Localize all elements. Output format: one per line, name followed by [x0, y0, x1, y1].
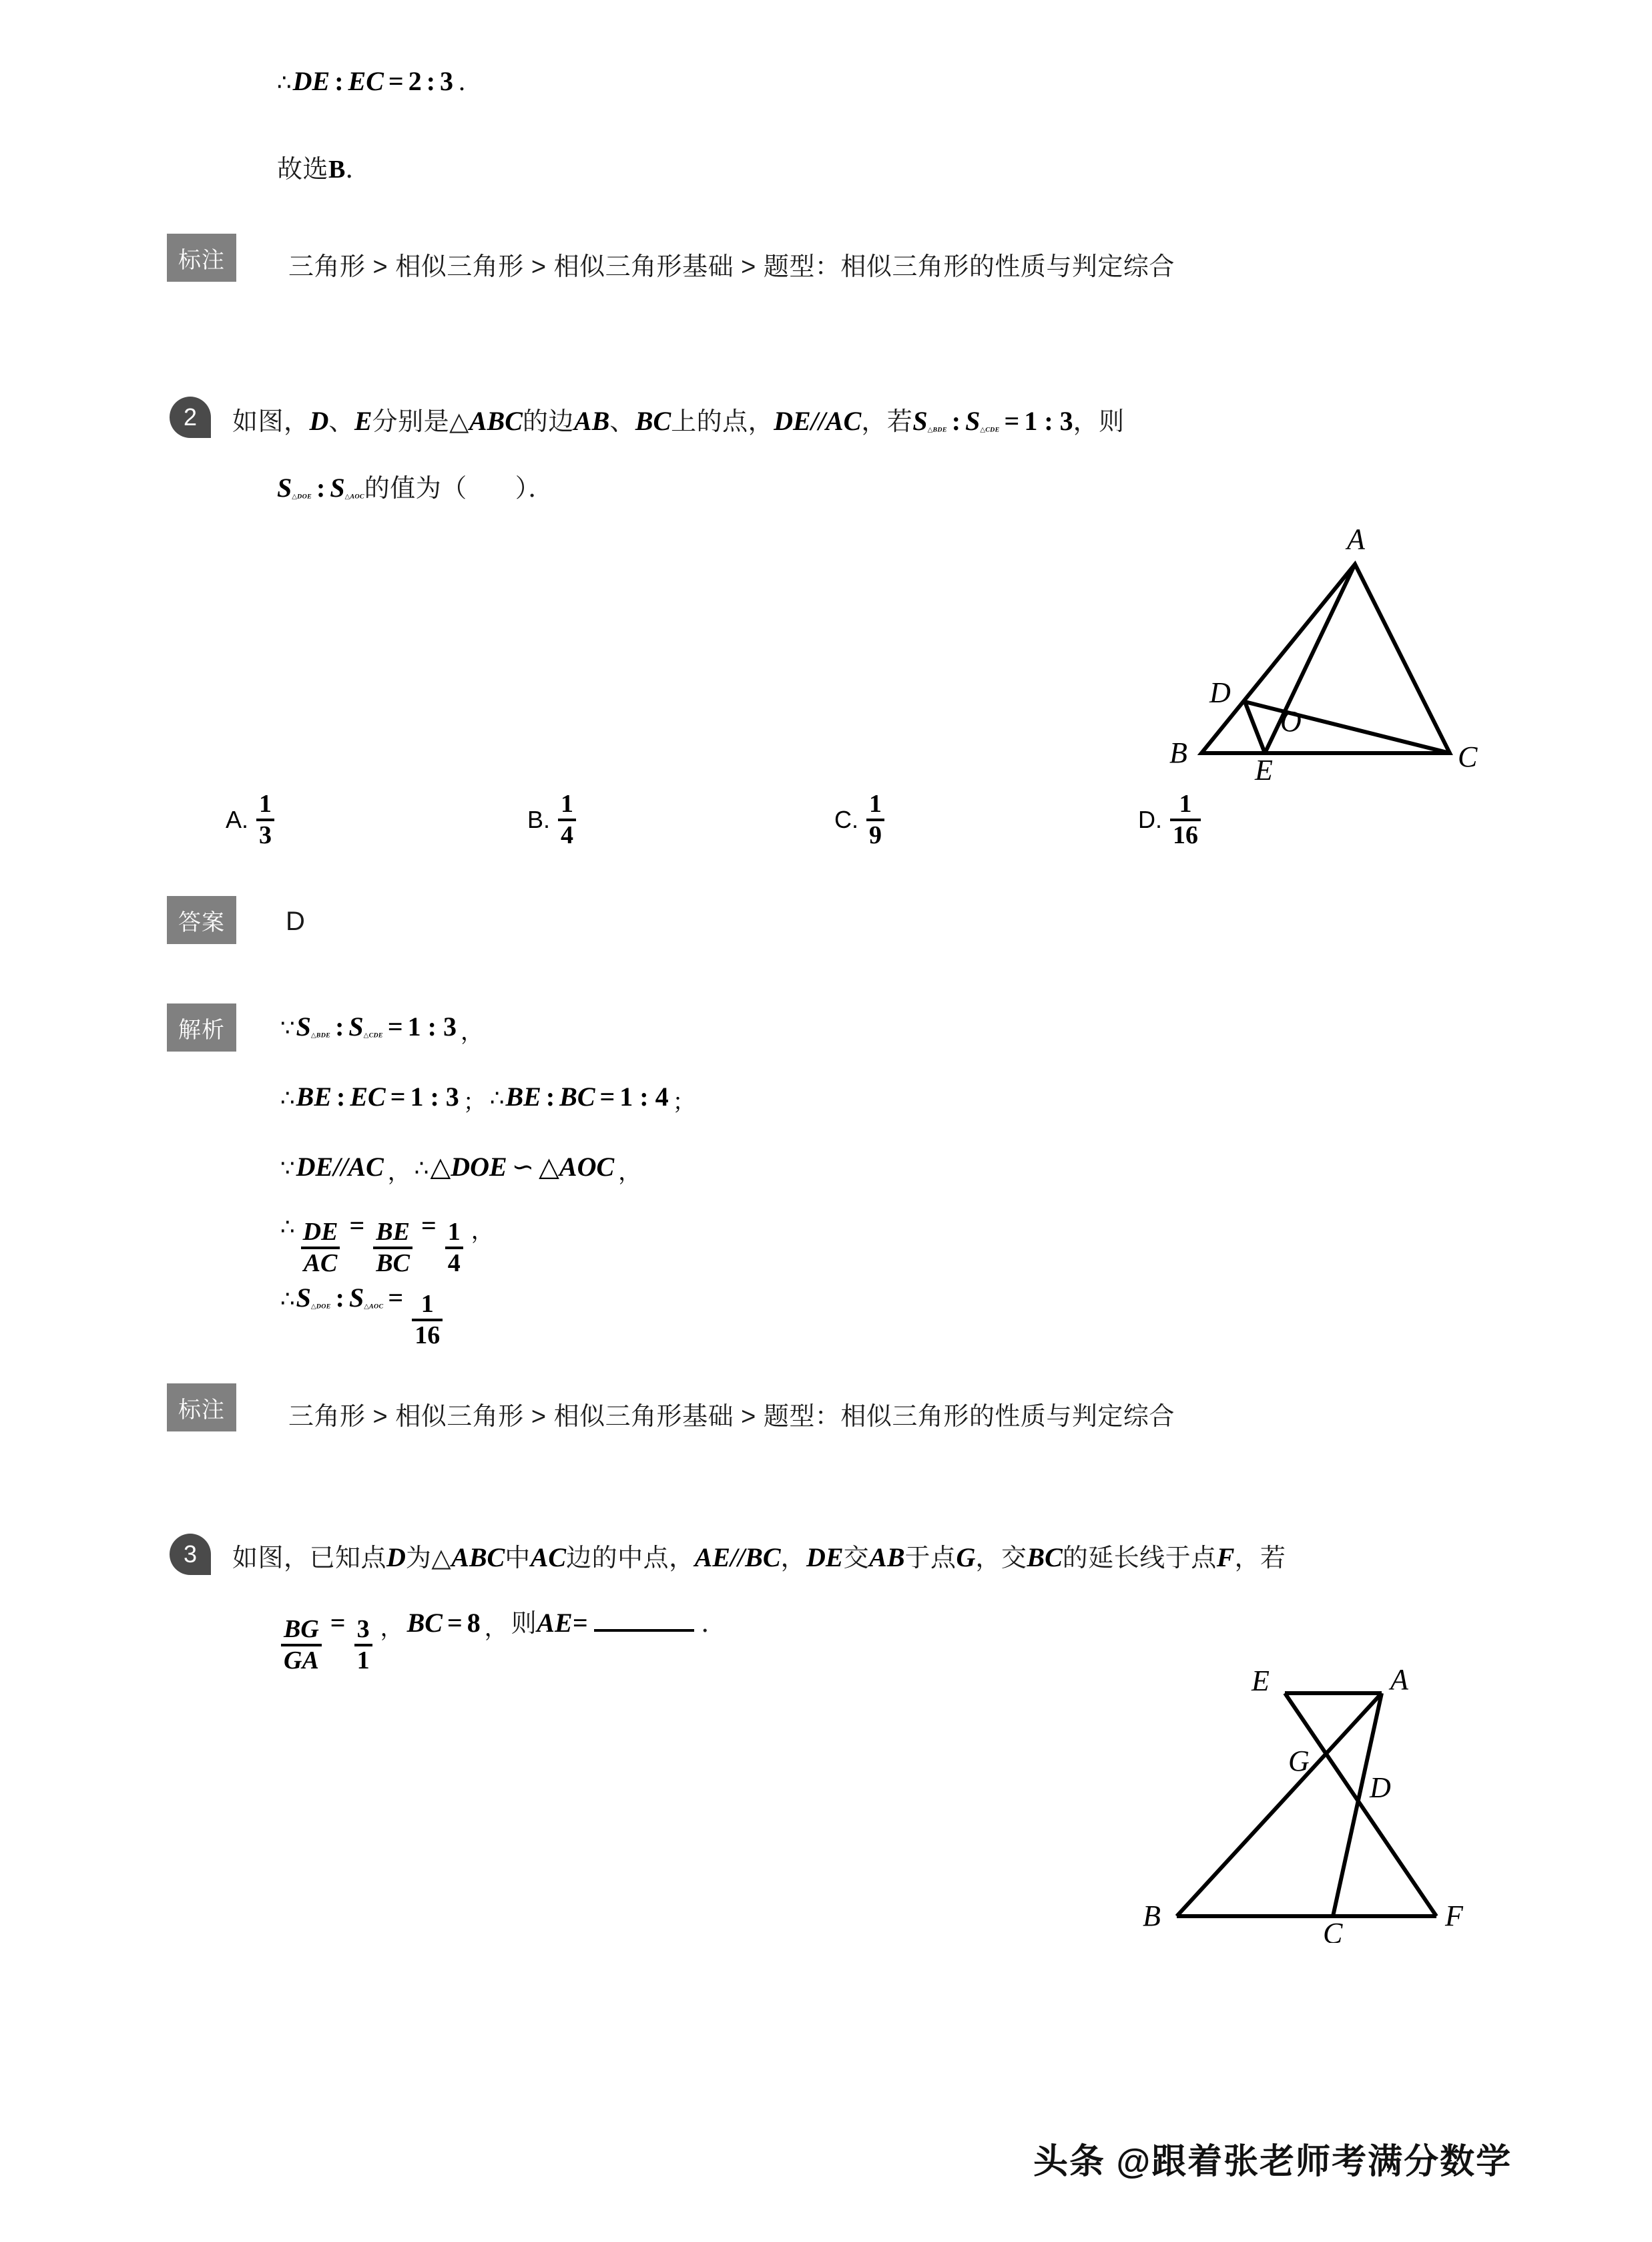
stem-text-8: ，则: [1073, 408, 1125, 436]
svg-text:A: A: [1347, 523, 1365, 555]
ratio-value-3: 3: [440, 66, 454, 96]
side-bc: BC: [635, 406, 671, 436]
equals: =: [1004, 406, 1020, 436]
stem-text-3: 分别是△: [372, 408, 469, 436]
option-b-denominator: 4: [558, 819, 576, 849]
prev-conclusion-line: [277, 65, 465, 97]
eq-2b: =: [599, 1082, 615, 1112]
therefore-symbol-2a: ∴: [280, 1085, 295, 1112]
analysis-s1-sub: △BDE: [310, 1032, 331, 1040]
svg-text:C: C: [1458, 740, 1478, 773]
frac-1b: 1: [354, 1644, 372, 1674]
area-s2: S: [965, 406, 981, 436]
option-d-numerator: 1: [1179, 790, 1192, 818]
similar-symbol: ∽: [511, 1152, 535, 1182]
question3-stem-line2: [277, 1602, 727, 1674]
question3-stem-line1: [232, 1537, 1286, 1574]
analysis-ratio-1: 1 : 3: [407, 1012, 457, 1042]
stem-text-1: 如图，: [232, 408, 310, 436]
q3-triangle-abc: ABC: [451, 1542, 505, 1572]
area-s4-sub: △AOC: [344, 493, 364, 501]
tag-path-1: 三角形 > 相似三角形 > 相似三角形基础 > 题型：相似三角形的性质与判定综合: [288, 253, 1175, 281]
q3-point-f: F: [1216, 1542, 1235, 1572]
comma-3b: ，: [618, 1160, 641, 1185]
q3-text-8: ，交: [975, 1544, 1027, 1572]
option-a-numerator: 1: [259, 790, 272, 818]
option-a-denominator: 3: [256, 819, 274, 849]
option-d[interactable]: [1138, 791, 1205, 849]
stem-text-4: 的边: [522, 408, 574, 436]
option-d-label: D.: [1138, 805, 1162, 833]
q3-text-9: 的延长线于点: [1062, 1544, 1217, 1572]
q3-text-2: 为△: [405, 1544, 452, 1572]
frac-de: DE: [302, 1218, 338, 1247]
option-a-label: A.: [226, 805, 249, 833]
q3-parallel-ae-bc: AE//BC: [694, 1542, 781, 1572]
frac5-num: 1: [421, 1290, 434, 1319]
svg-text:D: D: [1209, 676, 1231, 709]
q3-point-g: G: [956, 1542, 976, 1572]
fraction-one-fourth: [445, 1219, 463, 1277]
therefore-symbol-5: ∴: [280, 1286, 295, 1313]
analysis-s4-sub: △AOC: [364, 1303, 384, 1311]
q3-text-3: 中: [505, 1544, 531, 1572]
therefore-symbol-2b: ∴: [489, 1085, 505, 1112]
therefore-symbol: ∴: [277, 69, 292, 96]
fraction-bg-ga: [281, 1616, 322, 1674]
area-s1-sub: △BDE: [927, 426, 947, 434]
frac-4: 4: [445, 1247, 463, 1277]
side-ab: AB: [573, 406, 610, 436]
q3-line-bc: BC: [1027, 1542, 1063, 1572]
seg-ec-1: EC: [350, 1082, 386, 1112]
svg-text:B: B: [1143, 1899, 1161, 1932]
triangle-abc: ABC: [469, 406, 523, 436]
ratio-value-2: 2: [408, 66, 422, 96]
analysis-s2: S: [348, 1012, 364, 1042]
question3-figure: [1128, 1642, 1502, 1943]
equals-sign: =: [388, 66, 404, 96]
fraction-de-ac: [300, 1219, 341, 1277]
triangle-abcdefg-diagram-q3: [1128, 1642, 1502, 1943]
option-b-label: B.: [527, 805, 551, 833]
svg-text:C: C: [1323, 1917, 1343, 1943]
answer-chip: 答案: [167, 896, 236, 944]
q3-eq-1: =: [330, 1608, 346, 1638]
q3-then: 则: [511, 1610, 537, 1638]
ratio-2b: 1 : 4: [619, 1082, 669, 1112]
option-c-numerator: 1: [869, 790, 882, 818]
stem-text-5: 、: [609, 408, 635, 436]
footer-platform: 头条: [1033, 2143, 1106, 2181]
fraction-be-bc: [373, 1219, 412, 1277]
seg-be-2: BE: [505, 1082, 541, 1112]
q3-line-de: DE: [806, 1542, 844, 1572]
parallel-de-ac: DE//AC: [774, 406, 862, 436]
stem-value-text: 的值为（: [364, 475, 467, 503]
answer-blank[interactable]: [594, 1610, 694, 1632]
choose-label: 故选: [277, 156, 329, 184]
because-symbol-3: ∵: [280, 1155, 295, 1182]
question-number-badge-2: 2: [170, 397, 211, 438]
question2-figure: [1135, 514, 1482, 781]
q3-line-ab: AB: [869, 1542, 905, 1572]
svg-text:G: G: [1288, 1745, 1310, 1777]
option-c-label: C.: [834, 805, 858, 833]
colon-2a: :: [336, 1082, 346, 1112]
svg-text:D: D: [1370, 1771, 1391, 1804]
colon-2b: :: [545, 1082, 555, 1112]
question2-stem-line1: [232, 401, 1125, 437]
question3-number: 3: [183, 1540, 198, 1568]
option-d-denominator: 16: [1170, 819, 1201, 849]
analysis-colon-1: :: [335, 1012, 344, 1042]
analysis-colon-5: :: [335, 1283, 344, 1313]
ratio-2a: 1 : 3: [410, 1082, 459, 1112]
analysis-s2-sub: △CDE: [363, 1032, 383, 1040]
fraction-three-one: [354, 1616, 372, 1674]
fraction-one-sixteenth: [412, 1291, 443, 1349]
analysis-comma-1: ，: [460, 1020, 483, 1045]
period: .: [459, 66, 466, 96]
choice-letter: B: [328, 156, 346, 184]
option-c[interactable]: [834, 791, 888, 849]
stem-close-paren: ）．: [515, 475, 554, 503]
area-s1: S: [912, 406, 928, 436]
stem-text-7: ，若: [861, 408, 913, 436]
analysis-s4: S: [348, 1283, 364, 1313]
question2-stem-line2: [277, 467, 554, 504]
segment-de: DE: [292, 66, 330, 96]
q3-text-6: 交: [843, 1544, 870, 1572]
footer-handle: @跟着张老师考满分数学: [1116, 2143, 1512, 2181]
q3-comma-1: ，: [380, 1616, 403, 1641]
option-b-fraction: [558, 791, 576, 849]
frac-ac: AC: [301, 1247, 340, 1277]
area-s2-sub: △CDE: [980, 426, 1000, 434]
q3-text-7: 于点: [904, 1544, 956, 1572]
area-s4: S: [330, 473, 345, 503]
question-number-badge-3: [170, 1534, 211, 1575]
choice-period: ．: [345, 156, 371, 184]
frac-1: 1: [447, 1218, 461, 1247]
eq-4a: =: [349, 1210, 365, 1241]
svg-text:O: O: [1280, 705, 1302, 738]
q3-text-10: ，若: [1234, 1544, 1286, 1572]
eq-2a: =: [390, 1082, 406, 1112]
eq-4b: =: [421, 1210, 437, 1241]
option-b-numerator: 1: [561, 790, 574, 818]
analysis-eq-1: =: [387, 1012, 403, 1042]
ratio-colon-2: :: [316, 473, 326, 503]
tag-chip-2: 标注: [167, 1383, 236, 1431]
analysis-eq-5: =: [388, 1283, 404, 1313]
q3-bc-value: 8: [467, 1608, 481, 1638]
option-c-fraction: [866, 791, 884, 849]
analysis-s1: S: [296, 1012, 311, 1042]
q3-bc-value-label: BC: [406, 1608, 443, 1638]
analysis-line-4: [280, 1208, 498, 1277]
colon-2: :: [426, 66, 436, 96]
frac-bc: BC: [373, 1247, 412, 1277]
svg-text:F: F: [1445, 1899, 1463, 1932]
area-s3: S: [277, 473, 292, 503]
q3-period: ．: [701, 1610, 727, 1638]
q3-ae-label: AE=: [537, 1608, 588, 1638]
segment-ec: EC: [348, 66, 384, 96]
triangle-doe: △DOE: [430, 1152, 507, 1182]
parallel-de-ac-2: DE//AC: [296, 1152, 384, 1182]
analysis-line-3: [280, 1150, 645, 1185]
therefore-symbol-3: ∴: [414, 1155, 429, 1182]
ratio-colon: :: [951, 406, 961, 436]
q3-text-4: 边的中点，: [566, 1544, 695, 1572]
option-b[interactable]: [527, 791, 580, 849]
footer-watermark: [1033, 2133, 1512, 2183]
q3-text-1: 如图，已知点: [232, 1544, 387, 1572]
comma-4: ，: [471, 1218, 494, 1244]
prev-choice-line: [277, 148, 371, 185]
analysis-s3-sub: △DOE: [310, 1303, 331, 1311]
svg-text:E: E: [1252, 1664, 1270, 1697]
q3-comma-2: ，: [484, 1616, 507, 1641]
frac-3: 3: [356, 1615, 370, 1644]
frac5-den: 16: [412, 1319, 443, 1349]
frac-ga: GA: [281, 1644, 322, 1674]
point-d: D: [309, 406, 329, 436]
q3-text-5: ，: [780, 1544, 807, 1572]
seg-bc-1: BC: [559, 1082, 595, 1112]
option-d-fraction: [1170, 791, 1201, 849]
option-a-fraction: [256, 791, 274, 849]
answer-value: D: [286, 907, 306, 936]
seg-be-1: BE: [296, 1082, 332, 1112]
q3-side-ac: AC: [530, 1542, 567, 1572]
because-symbol-1: ∵: [280, 1015, 295, 1042]
frac-be: BE: [376, 1218, 410, 1247]
analysis-s3: S: [296, 1283, 311, 1313]
tag-chip-1: 标注: [167, 234, 236, 282]
option-a[interactable]: [226, 791, 278, 849]
q3-point-d: D: [386, 1542, 406, 1572]
triangle-abc-diagram-q2: [1135, 514, 1482, 781]
colon-1: :: [334, 66, 344, 96]
option-c-denominator: 9: [866, 819, 884, 849]
triangle-aoc: △AOC: [539, 1152, 615, 1182]
semicolon-2b: ；: [672, 1090, 696, 1115]
stem-text-2: 、: [328, 408, 354, 436]
point-e: E: [354, 406, 372, 436]
ratio-1-3: 1 : 3: [1024, 406, 1073, 436]
analysis-line-2: [280, 1080, 700, 1115]
stem-text-6: 上的点，: [671, 408, 774, 436]
therefore-symbol-4: ∴: [280, 1214, 295, 1241]
frac-bg: BG: [284, 1615, 319, 1644]
svg-text:A: A: [1390, 1663, 1408, 1696]
analysis-line-5: [280, 1282, 447, 1349]
svg-text:B: B: [1169, 736, 1187, 769]
comma-3a: ，: [387, 1160, 410, 1185]
q3-eq-2: =: [447, 1608, 463, 1638]
analysis-chip: 解析: [167, 1003, 236, 1052]
area-s3-sub: △DOE: [292, 493, 312, 501]
analysis-line-1: [280, 1010, 487, 1045]
semicolon-2a: ；: [463, 1090, 486, 1115]
tag-path-2: 三角形 > 相似三角形 > 相似三角形基础 > 题型：相似三角形的性质与判定综合: [288, 1403, 1175, 1431]
svg-text:E: E: [1255, 754, 1273, 781]
